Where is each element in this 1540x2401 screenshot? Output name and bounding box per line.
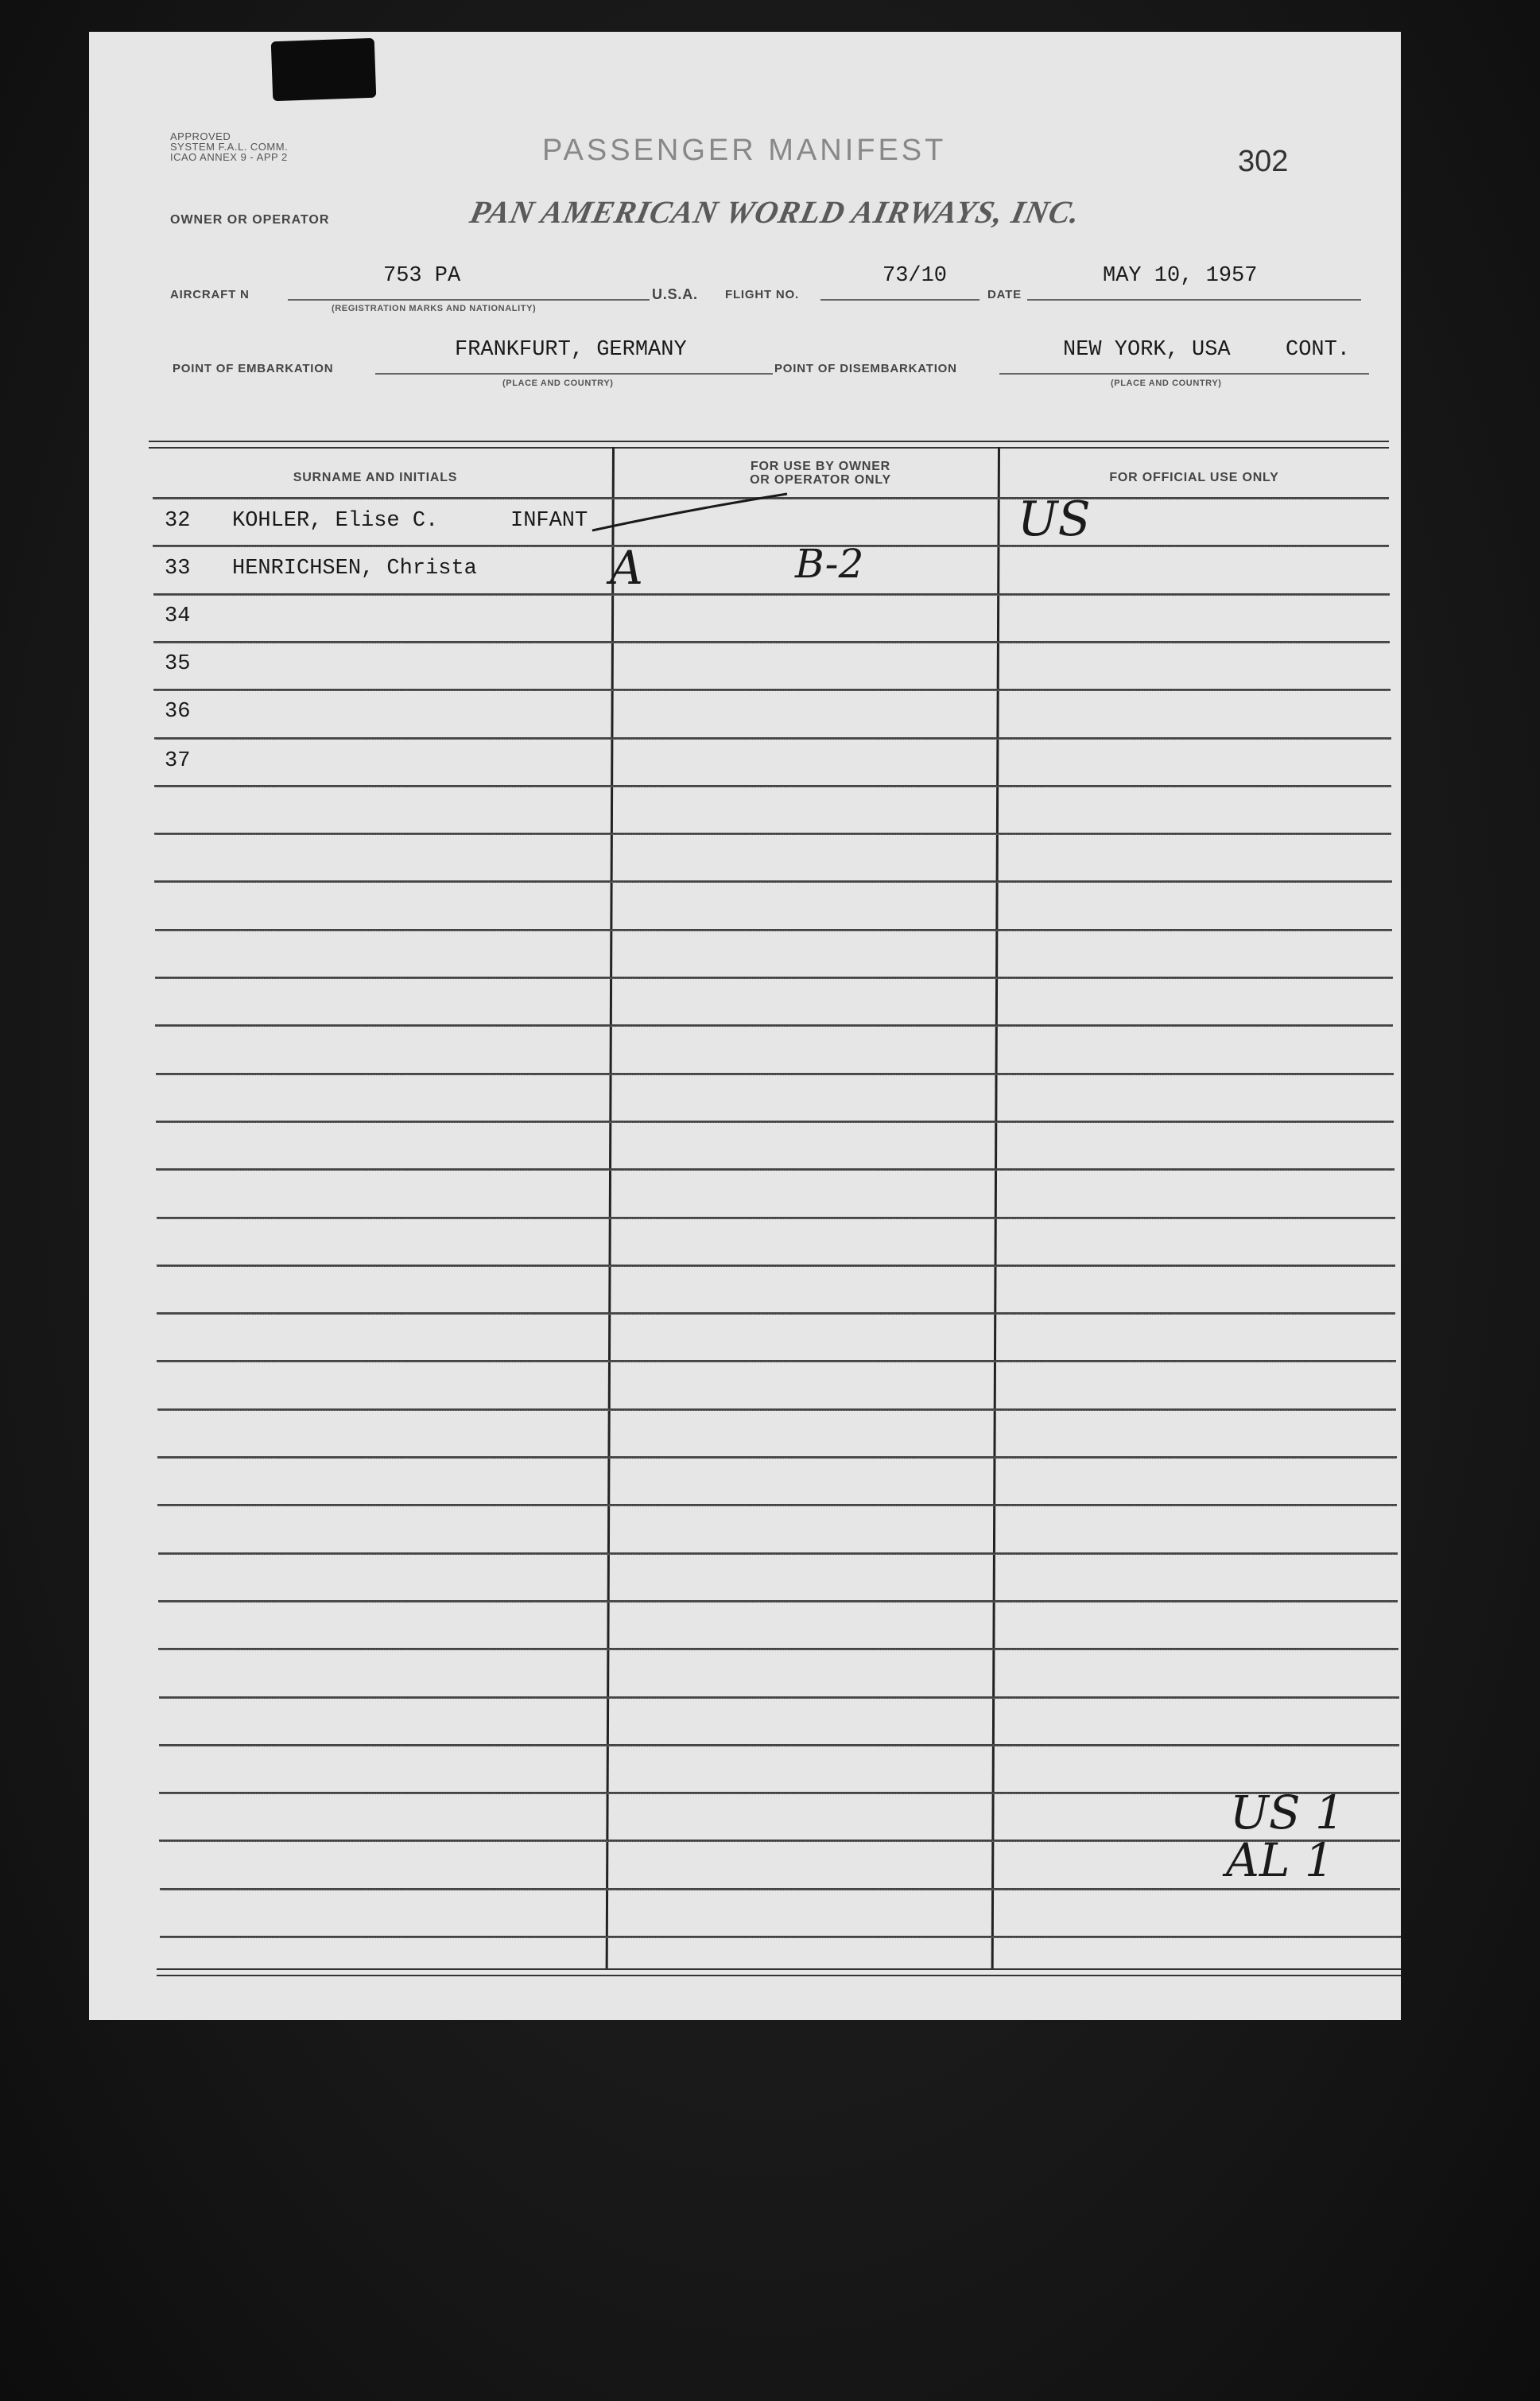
checkmark-stroke (588, 489, 795, 537)
table-row-rule (156, 1073, 1394, 1075)
date-rule (1027, 299, 1361, 301)
table-row-rule (155, 929, 1393, 931)
table-row-rule (159, 1792, 1399, 1794)
table-row-rule (154, 880, 1392, 883)
disembarkation-rule (999, 373, 1369, 375)
approval-line: ICAO ANNEX 9 - APP 2 (170, 151, 288, 163)
table-row-rule (154, 833, 1391, 835)
form-title: PASSENGER MANIFEST (542, 134, 947, 167)
row-number: 33 (165, 557, 191, 581)
flight-value: 73/10 (882, 264, 948, 288)
passenger-note: INFANT (510, 509, 588, 533)
table-row-rule (155, 977, 1393, 979)
row-number: 37 (165, 749, 191, 773)
table-row-rule (157, 1456, 1397, 1459)
table-row-rule (154, 785, 1391, 787)
owner-mark: B-2 (795, 541, 864, 587)
owner-use-header-line: FOR USE BY OWNER (750, 460, 891, 473)
table-row-rule (153, 689, 1391, 691)
table-row-rule (153, 545, 1389, 547)
official-mark: US (1018, 491, 1091, 547)
table-row-rule (160, 1936, 1401, 1938)
flight-label: FLIGHT NO. (725, 288, 799, 301)
page-number: 302 (1238, 145, 1289, 178)
table-row-rule (160, 1888, 1401, 1890)
usa-label: U.S.A. (652, 286, 698, 302)
tally-mark: AL 1 (1226, 1833, 1334, 1887)
table-row-rule (159, 1744, 1399, 1746)
table-row-rule (155, 1024, 1393, 1027)
owner-label: OWNER OR OPERATOR (170, 213, 330, 227)
disembarkation-value: NEW YORK, USA (1063, 338, 1231, 362)
table-row-rule (157, 1360, 1396, 1362)
tape-mark (271, 38, 377, 101)
owner-name: PAN AMERICAN WORLD AIRWAYS, INC. (467, 194, 1084, 230)
table-row-rule (153, 641, 1391, 643)
owner-use-header-line: OR OPERATOR ONLY (750, 473, 891, 487)
table-row-rule (158, 1648, 1398, 1650)
passenger-name: KOHLER, Elise C. (232, 509, 439, 533)
aircraft-rule (288, 299, 650, 301)
embarkation-sublabel: (PLACE AND COUNTRY) (502, 379, 614, 388)
table-row-rule (153, 593, 1390, 596)
handwritten-mark: A (610, 541, 643, 595)
disembarkation-label: POINT OF DISEMBARKATION (774, 362, 957, 375)
table-row-rule (159, 1840, 1400, 1842)
table-bottom-border (157, 1968, 1401, 1976)
disembarkation-sublabel: (PLACE AND COUNTRY) (1111, 379, 1222, 388)
date-label: DATE (987, 288, 1022, 301)
manifest-page (89, 32, 1401, 2020)
approval-stamp (170, 131, 288, 162)
table-row-rule (157, 1504, 1397, 1506)
row-number: 32 (165, 509, 191, 533)
table-row-rule (156, 1168, 1395, 1171)
table-top-border (149, 441, 1389, 449)
passenger-name: HENRICHSEN, Christa (232, 557, 477, 581)
table-row-rule (156, 1121, 1395, 1123)
table-row-rule (158, 1600, 1398, 1603)
column-divider (606, 447, 615, 1970)
table-row-rule (157, 1265, 1395, 1267)
table-row-rule (158, 1552, 1398, 1555)
date-value: MAY 10, 1957 (1103, 264, 1258, 288)
column-divider (991, 447, 1000, 1970)
disembarkation-suffix: CONT. (1286, 338, 1351, 362)
embarkation-rule (375, 373, 773, 375)
table-row-rule (157, 1217, 1395, 1219)
tally-mark: US 1 (1230, 1785, 1344, 1840)
row-number: 35 (165, 652, 191, 676)
flight-rule (820, 299, 979, 301)
table-row-rule (154, 737, 1391, 740)
row-number: 36 (165, 700, 191, 724)
table-row-rule (159, 1696, 1399, 1699)
table-row-rule (157, 1408, 1397, 1411)
embarkation-label: POINT OF EMBARKATION (173, 362, 334, 375)
embarkation-value: FRANKFURT, GERMANY (455, 338, 687, 362)
official-header: FOR OFFICIAL USE ONLY (1109, 471, 1279, 484)
aircraft-label: AIRCRAFT N (170, 288, 250, 301)
owner-use-header (693, 460, 948, 487)
row-number: 34 (165, 604, 191, 628)
aircraft-sublabel: (REGISTRATION MARKS AND NATIONALITY) (332, 304, 537, 313)
table-row-rule (157, 1312, 1395, 1315)
aircraft-value: 753 PA (383, 264, 461, 288)
approval-line: APPROVED (170, 130, 231, 142)
surname-header: SURNAME AND INITIALS (293, 471, 458, 484)
approval-line: SYSTEM F.A.L. COMM. (170, 141, 289, 153)
